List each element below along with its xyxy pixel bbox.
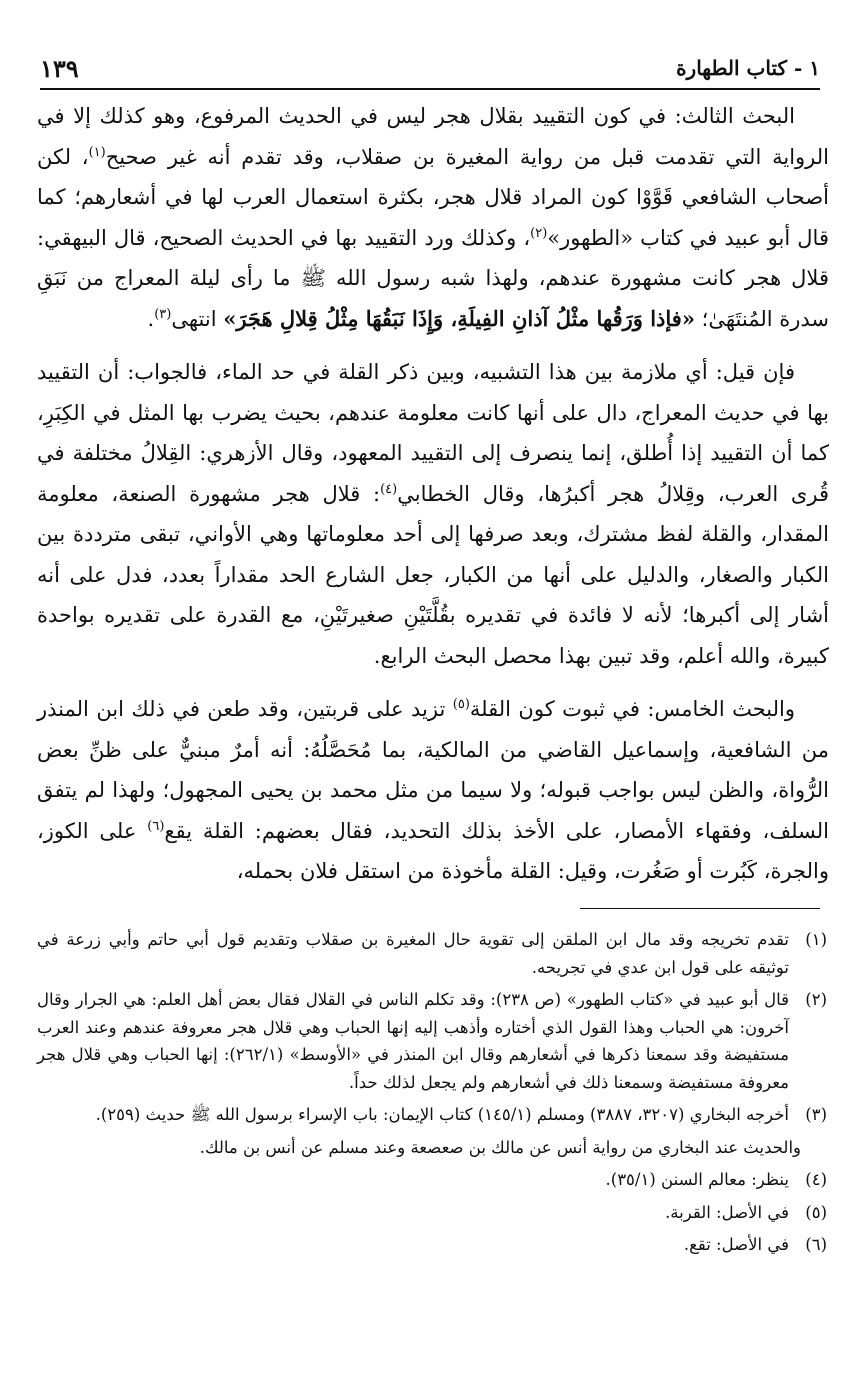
running-header: [40, 54, 820, 90]
footnote-1: (١)تقدم تخريجه وقد مال ابن الملقن إلى تقوية حال المغيرة بن صقلاب وتقديم قول أبي حاتم وأبي زرعة في توثيقه على قول ابن عدي في تجريحه.: [37, 926, 827, 981]
footnote-number: (٢): [805, 990, 828, 1009]
footnote-number: (٣): [805, 1105, 827, 1124]
page-number: ١٣٩: [40, 54, 79, 83]
paragraph-third-inquiry: البحث الثالث: في كون التقييد بقلال هجر ليس في الحديث المرفوع، وهو كذلك إلا في الرواية التي تقدمت قبل من رواية المغيرة بن صقلاب، وقد تقدم أنه غير صحيح$^{(١)}$، لكن أصحاب الشافعي قَوَّوْا كون المراد قلال هجر، بكثرة استعمال العرب لها في أشعارهم؛ كما قال أبو عبيد في كتاب «الطهور»$^{(٢)}$، وكذلك ورد التقييد بها في الحديث الصحيح، قال البيهقي: قلال هجر كانت مشهورة عندهم، ولهذا شبه رسول الله ﷺ ما رأى ليلة المعراج من نَبَقِ سدرة المُنتَهَىٰ؛ «فإذا وَرَقُها مثْلُ آذانِ الفِيلَةِ، وَإِذَا نَبَقُهَا مِثْلُ قِلالِ هَجَرَ» انتهى$^{(٣)}$.: [37, 104, 829, 331]
footnote-number: (٥): [805, 1202, 827, 1222]
footnote-4: (٤)ينظر: معالم السنن (٣٥/١).: [37, 1166, 827, 1194]
footnote-ref-6: (٦): [147, 818, 165, 834]
footnote-ref-1: (١): [88, 144, 106, 160]
footnote-number: (٤): [805, 1170, 827, 1189]
chapter-title: ١ - كتاب الطهارة: [676, 56, 820, 80]
main-text: [37, 96, 829, 905]
hadith-quote: «فإذا وَرَقُها مثْلُ آذانِ الفِيلَةِ، وَإِذَا نَبَقُهَا مِثْلُ قِلالِ هَجَرَ»: [223, 305, 695, 331]
footnotes: [37, 926, 827, 1264]
footnote-5: (٥)في الأصل: القربة.: [37, 1199, 827, 1227]
footnote-ref-4: (٤): [380, 481, 398, 497]
footnote-ref-2: (٢): [530, 225, 548, 241]
footnote-number: (٦): [805, 1235, 827, 1254]
footnote-3: (٣)أخرجه البخاري (٣٢٠٧، ٣٨٨٧) ومسلم (١٤٥/١) كتاب الإيمان: باب الإسراء برسول الله ﷺ حديث (٢٥٩).: [37, 1101, 827, 1129]
footnote-ref-5: (٥): [452, 697, 470, 712]
paragraph-fifth-inquiry: والبحث الخامس: في ثبوت كون القلة$^{(٥)}$ تزيد على قربتين، وقد طعن في ذلك ابن المنذر من الشافعية، وإسماعيل القاضي من المالكية، بما مُحَصَّلُهُ: أنه أمرٌ مبنيٌّ على ظنِّ بعض الرُّواة، والظن ليس بواجب قبوله؛ ولا سيما من مثل محمد بن يحيى المجهول؛ ولهذا لم يتفق السلف، وفقهاء الأمصار، على الأخذ بذلك التحديد، فقال بعضهم: القلة يقع$^{(٦)}$ على الكوز، والجرة، كَبُرت أو صَغُرت، وقيل: القلة مأخوذة من استقل فلان بحمله،: [37, 697, 829, 883]
footnote-2: (٢)قال أبو عبيد في «كتاب الطهور» (ص ٢٣٨): وقد تكلم الناس في القلال فقال بعض أهل العلم: هي الجرار وقال آخرون: هي الحباب وهذا القول الذي أختاره وأذهب إليه إنها الحباب وهي قلال هجر معروفة عندهم وعند العرب مستفيضة وقد سمعنا ذكرها في أشعارهم وقال ابن المنذر في «الأوسط» (٢٦٢/١): إنها الحباب وهي قلال هجر معروفة مستفيضة وسمعنا ذلك في أشعارهم ولم يجعل لذلك حداً.: [37, 986, 827, 1096]
footnote-ref-3: (٣): [154, 306, 172, 322]
footnote-6: (٦)في الأصل: تقع.: [37, 1231, 827, 1259]
paragraph-objection-answer: فإن قيل: أي ملازمة بين هذا التشبيه، وبين ذكر القلة في حد الماء، فالجواب: أن التقييد بها في حديث المعراج، دال على أنها كانت معلومة عندهم، بحيث يضرب بها المثل في الكِبَرِ، كما أن التقييد إذا أُطلق، إنما ينصرف إلى التقييد المعهود، وقال الأزهري: القِلالُ مختلفة في قُرى العرب، وقِلالُ هجر أكبرُها، وقال الخطابي$^{(٤)}$: قلال هجر مشهورة الصنعة، معلومة المقدار، والقلة لفظ مشترك، وبعد صرفها إلى أحد معلوماتها وهي الأواني، تبقى مترددة بين الكبار والصغار، والدليل على أنها من الكبار، جعل الشارع الحد مقداراً بعدد، فدل على أنه أشار إلى أكبرها؛ لأنه لا فائدة في تقديره بقُلَّتَيْنِ صغيرتَيْنِ، مع القدرة على تقديره بواحدة كبيرة، والله أعلم، وقد تبين بهذا محصل البحث الرابع.: [37, 360, 829, 668]
footnote-number: (١): [805, 930, 827, 949]
footnote-separator: [580, 908, 820, 909]
footnote-3-continuation: والحديث عند البخاري من رواية أنس عن مالك بن صعصعة وعند مسلم عن أنس بن مالك.: [199, 1137, 801, 1157]
